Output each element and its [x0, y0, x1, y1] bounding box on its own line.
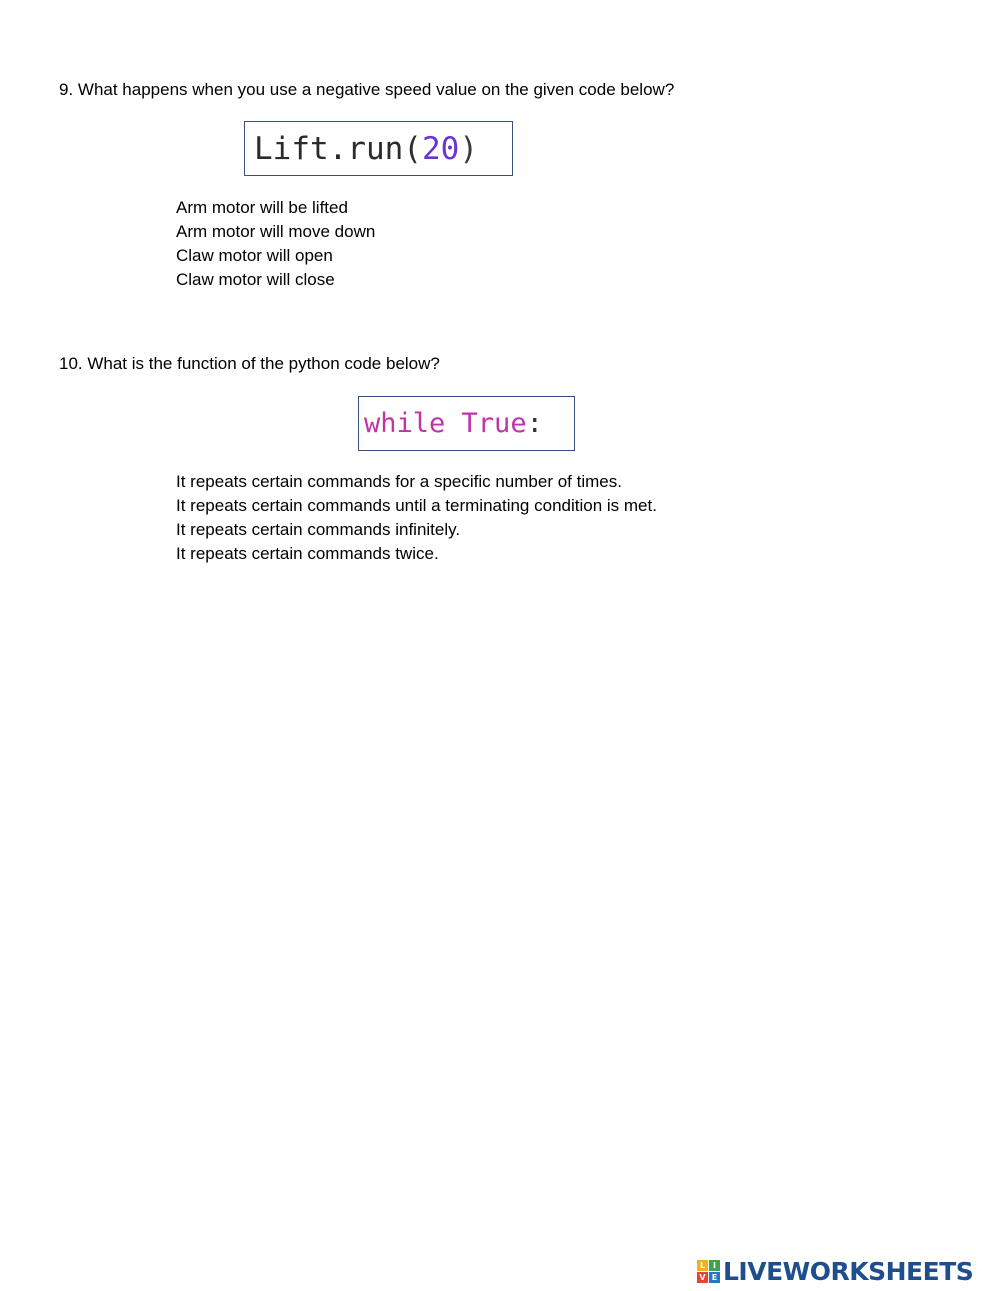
question-10-prompt: 10. What is the function of the python code below?: [59, 354, 440, 373]
logo-tile: V: [697, 1272, 708, 1283]
brand-name: LIVEWORKSHEETS: [723, 1256, 974, 1286]
question-9-option[interactable]: Claw motor will close: [176, 270, 335, 289]
question-9-option[interactable]: Arm motor will move down: [176, 222, 376, 241]
liveworksheets-logo-icon: [697, 1260, 720, 1283]
question-9-option[interactable]: Arm motor will be lifted: [176, 198, 348, 217]
logo-tile: L: [697, 1260, 708, 1271]
code-close-paren: ): [459, 130, 478, 167]
liveworksheets-brand: [697, 1256, 973, 1286]
question-9-prompt: 9. What happens when you use a negative speed value on the given code below?: [59, 80, 675, 99]
question-9-options: [176, 196, 375, 292]
code-keyword: while: [364, 408, 446, 439]
logo-tile: E: [709, 1272, 720, 1283]
code-identifier: Lift.run(: [254, 130, 422, 167]
question-10-option[interactable]: It repeats certain commands until a terminating condition is met.: [176, 496, 657, 515]
question-10-code-image: [358, 396, 575, 451]
question-10-options: [176, 470, 657, 566]
code-number: 20: [421, 130, 460, 167]
question-10-option[interactable]: It repeats certain commands infinitely.: [176, 520, 461, 539]
logo-tile: I: [709, 1260, 720, 1271]
question-9-code-image: [244, 121, 513, 176]
question-10-option[interactable]: It repeats certain commands twice.: [176, 544, 439, 563]
question-9-option[interactable]: Claw motor will open: [176, 246, 333, 265]
code-value: True: [461, 408, 527, 439]
question-10-option[interactable]: It repeats certain commands for a specific number of times.: [176, 472, 622, 491]
code-colon: :: [526, 408, 543, 439]
